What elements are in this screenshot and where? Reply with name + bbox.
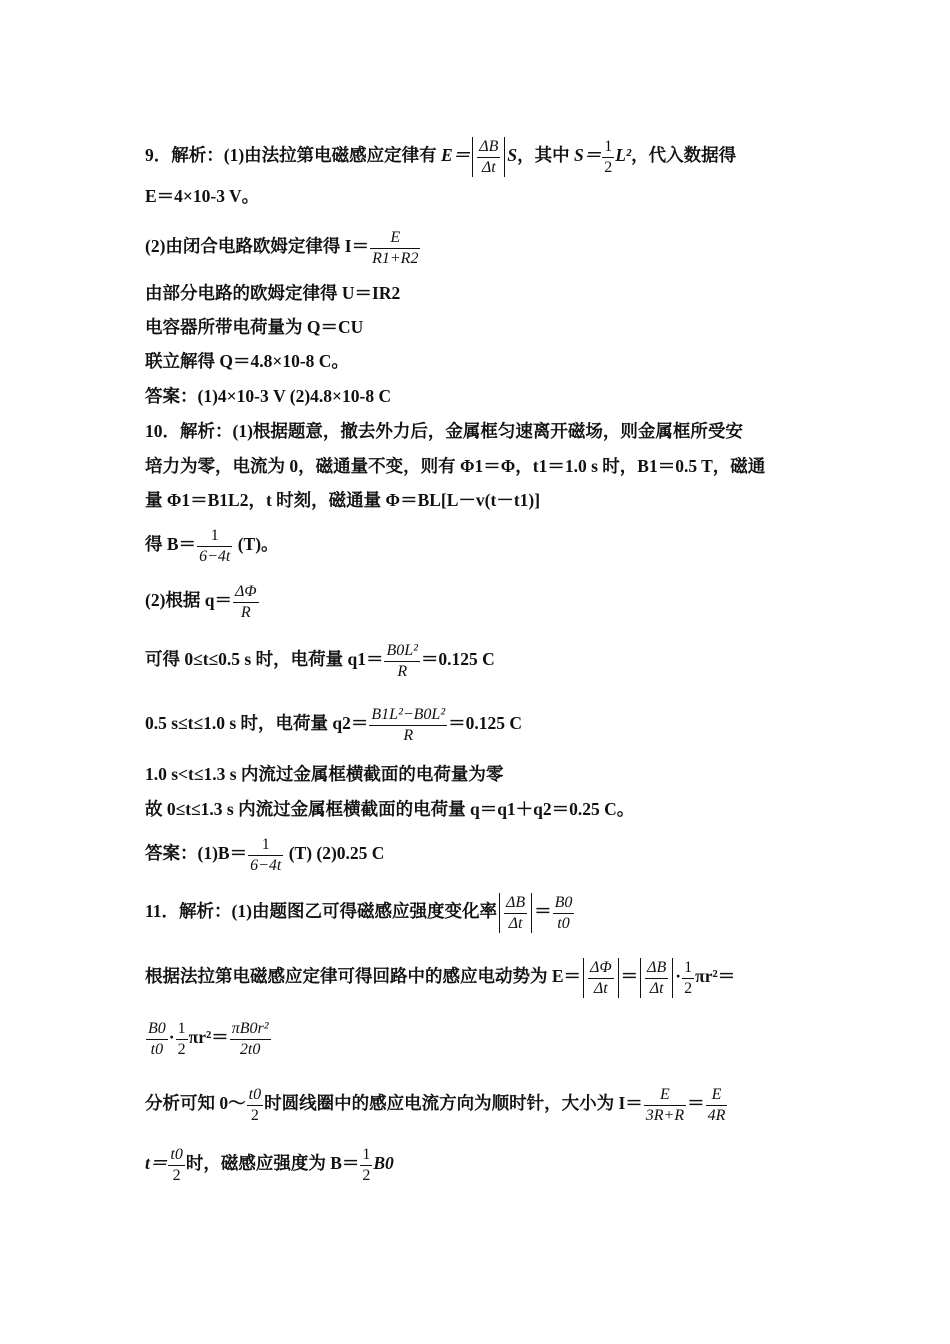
fraction [168,1146,184,1184]
q10-line-2: 培力为零，电流为 0，磁通量不变，则有 Φ1＝Φ，t1＝1.0 s 时，B1＝0.5 T，磁通 [145,456,766,476]
denominator: 4R [707,1106,726,1124]
q11-text: 分析可知 0～ [145,1093,246,1114]
numerator: B0 [148,1020,166,1037]
denominator: 2 [250,1106,259,1124]
q10-line-4 [145,527,810,565]
q9-text: (2)由闭合电路欧姆定律得 I＝ [145,236,370,257]
denominator: t0 [557,914,570,932]
math-text: S [507,145,518,166]
fraction [370,229,420,267]
denominator: 6−4t [250,856,282,874]
q11-line-2 [145,958,810,998]
q10-text: 可得 0≤t≤0.5 s 时，电荷量 q1＝ [145,649,384,670]
numerator: E [390,229,401,246]
denominator: 2 [362,1166,371,1184]
numerator: 1 [602,138,614,158]
numerator: B1L²−B0L² [371,706,446,723]
abs-value [499,893,532,933]
fraction [176,1020,188,1058]
q9-line-6: 联立解得 Q＝4.8×10-8 C。 [145,351,349,371]
q11-line-5 [145,1146,810,1184]
fraction [682,959,694,997]
denominator: Δt [649,979,664,997]
fraction [588,959,614,997]
numerator: 1 [360,1146,372,1166]
q11-line-3 [145,1020,810,1058]
math-text: S＝ [574,145,602,166]
q9-text: 9．解析：(1)由法拉第电磁感应定律有 [145,145,442,166]
fraction [645,959,668,997]
denominator: 3R+R [645,1106,685,1124]
q11-text: B0 [373,1153,394,1174]
q10-line-1: 10．解析：(1)根据题意，撤去外力后，金属框匀速离开磁场，则金属框所受安 [145,421,743,441]
abs-value [472,137,505,177]
q11-text: 11．解析：(1)由题图乙可得磁感应强度变化率 [145,901,497,922]
q11-text: 时圆线圈中的感应电流方向为顺时针，大小为 I＝ [264,1093,643,1114]
q9-line-2: E＝4×10-3 V。 [145,186,260,206]
fraction [644,1086,686,1124]
denominator: t0 [150,1040,164,1058]
denominator: R [403,726,414,744]
denominator: 2 [684,979,693,997]
q10-text: ＝0.125 C [420,649,495,670]
fraction [553,894,575,932]
q9-answer: 答案：(1)4×10-3 V (2)4.8×10-8 C [145,386,392,406]
numerator: πB0r² [231,1020,269,1037]
fraction [146,1020,168,1058]
abs-value [640,958,673,998]
q10-text: (T) (2)0.25 C [284,843,385,864]
numerator: t0 [248,1086,262,1103]
numerator: 1 [176,1020,188,1040]
fraction [233,583,259,621]
numerator: t0 [170,1146,183,1163]
numerator: E [660,1086,670,1103]
q11-text: t＝ [145,1153,168,1174]
q9-line-3 [145,229,810,267]
q9-line-4: 由部分电路的欧姆定律得 U＝IR2 [145,283,401,303]
q11-text: · [675,966,682,987]
q9-text: ，代入数据得 [631,145,737,166]
numerator: 1 [682,959,694,979]
q10-text: (2)根据 q＝ [145,590,233,611]
denominator: R [397,662,408,680]
fraction [504,894,527,932]
denominator: 2 [172,1166,181,1184]
numerator: B0L² [386,642,418,659]
q10-text: 0.5 s≤t≤1.0 s 时，电荷量 q2＝ [145,713,369,734]
q11-text: πr²＝ [695,966,736,987]
q11-text: · [168,1027,175,1048]
fraction [230,1020,271,1058]
numerator: ΔB [479,138,499,155]
fraction [248,836,283,874]
denominator: 2 [177,1040,186,1058]
fraction [477,138,500,176]
q10-line-7 [145,706,810,744]
math-text: ＝ [534,901,552,922]
numerator: ΔB [647,959,667,976]
fraction [602,138,614,176]
denominator: Δt [508,914,523,932]
q9-line-1 [145,137,810,177]
q9-text: ，其中 [517,145,574,166]
denominator: Δt [481,158,496,176]
denominator: R [240,603,251,621]
numerator: ΔB [505,894,526,911]
q11-line-4 [145,1086,810,1124]
q10-line-3: 量 Φ1＝B1L2，t 时刻，磁通量 Φ＝BL[L－v(t－t1)] [145,490,541,510]
numerator: 1 [197,527,232,547]
fraction [369,706,447,744]
q10-line-6 [145,642,810,680]
q10-text: 答案：(1)B＝ [145,843,248,864]
fraction [384,642,419,680]
denominator: 2 [604,158,613,176]
numerator: 1 [248,836,283,856]
math-text: ＝ [620,966,639,987]
abs-value [583,958,619,998]
denominator: R1+R2 [372,249,419,267]
q10-answer [145,836,810,874]
q10-line-9: 故 0≤t≤1.3 s 内流过金属框横截面的电荷量 q＝q1＋q2＝0.25 C。 [145,799,635,819]
numerator: E [711,1086,722,1103]
denominator: 2t0 [239,1040,261,1058]
q10-text: ＝0.125 C [448,713,523,734]
q9-line-5: 电容器所带电荷量为 Q＝CU [145,317,364,337]
numerator: ΔΦ [235,583,257,600]
q11-line-1 [145,893,810,933]
denominator: Δt [593,979,608,997]
fraction [247,1086,263,1124]
numerator: B0 [554,894,573,911]
q11-text: 根据法拉第电磁感应定律可得回路中的感应电动势为 E＝ [145,966,582,987]
fraction [197,527,232,565]
math-text: L² [615,145,632,166]
q10-line-5 [145,583,810,621]
q10-text: (T)。 [233,534,279,555]
fraction [706,1086,728,1124]
q10-text: 得 B＝ [145,534,197,555]
q11-text: 时，磁感应强度为 B＝ [185,1153,360,1174]
math-text: ＝ [687,1093,705,1114]
q11-text: πr²＝ [188,1027,229,1048]
q10-line-8: 1.0 s<t≤1.3 s 内流过金属框横截面的电荷量为零 [145,764,504,784]
denominator: 6−4t [199,547,231,565]
math-text: E＝ [441,145,471,166]
fraction [360,1146,372,1184]
numerator: ΔΦ [590,959,612,976]
